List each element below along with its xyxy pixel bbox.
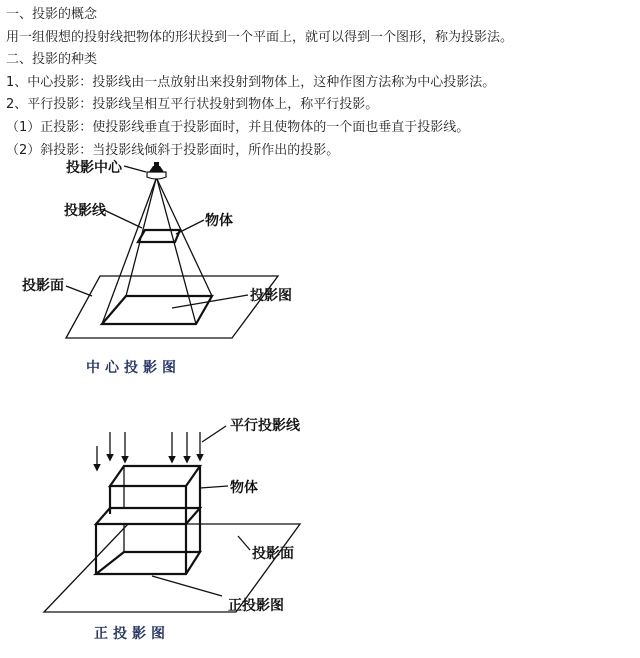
projection-image bbox=[96, 552, 200, 574]
leader-projection bbox=[152, 576, 222, 596]
paragraph-concept: 用一组假想的投射线把物体的形状投到一个平面上，就可以得到一个图形，称为投影法。 bbox=[6, 29, 514, 45]
label-projection-center: 投影中心 bbox=[66, 160, 122, 176]
projection-ray bbox=[157, 179, 196, 324]
label-projection-image: 投影图 bbox=[250, 288, 292, 304]
label-object: 物体 bbox=[205, 213, 233, 229]
leader-center bbox=[124, 166, 146, 172]
item-orthographic-projection: （1）正投影：使投影线垂直于投影面时，并且使物体的一个面也垂直于投影线。 bbox=[6, 119, 470, 135]
leader-rays bbox=[202, 426, 226, 442]
leader-plane bbox=[238, 536, 250, 550]
label-parallel-rays: 平行投影线 bbox=[230, 418, 300, 434]
projection-ray bbox=[157, 179, 212, 296]
caption-orthographic-projection: 正投影图 bbox=[94, 626, 170, 642]
item-oblique-projection: （2）斜投影：当投影线倾斜于投影面时，所作出的投影。 bbox=[6, 142, 340, 158]
leader-object bbox=[200, 486, 228, 488]
leader-rays bbox=[104, 210, 142, 228]
label-projection-plane: 投影面 bbox=[252, 546, 294, 562]
projection-ray bbox=[102, 179, 156, 324]
object-shape bbox=[96, 466, 200, 574]
label-projection-rays: 投影线 bbox=[64, 203, 106, 219]
label-object: 物体 bbox=[230, 480, 258, 496]
item-parallel-projection: 2、平行投影：投影线呈相互平行状投射到物体上，称平行投影。 bbox=[6, 97, 379, 113]
item-central-projection: 1、中心投影：投影线由一点放射出来投射到物体上，这种作图方法称为中心投影法。 bbox=[6, 74, 496, 90]
heading-types: 二、投影的种类 bbox=[6, 52, 98, 68]
label-projection-plane: 投影面 bbox=[22, 278, 64, 294]
leader-plane bbox=[66, 286, 92, 296]
projection-plane bbox=[66, 276, 278, 338]
lamp-icon bbox=[147, 162, 166, 179]
central-projection-figure bbox=[0, 158, 340, 388]
text-block bbox=[6, 4, 634, 162]
orthographic-projection-figure bbox=[0, 398, 340, 656]
heading-concept: 一、投影的概念 bbox=[6, 7, 98, 22]
caption-central-projection: 中心投影图 bbox=[86, 360, 181, 376]
projection-ray bbox=[126, 179, 156, 296]
label-projection-image: 正投影图 bbox=[228, 598, 284, 614]
